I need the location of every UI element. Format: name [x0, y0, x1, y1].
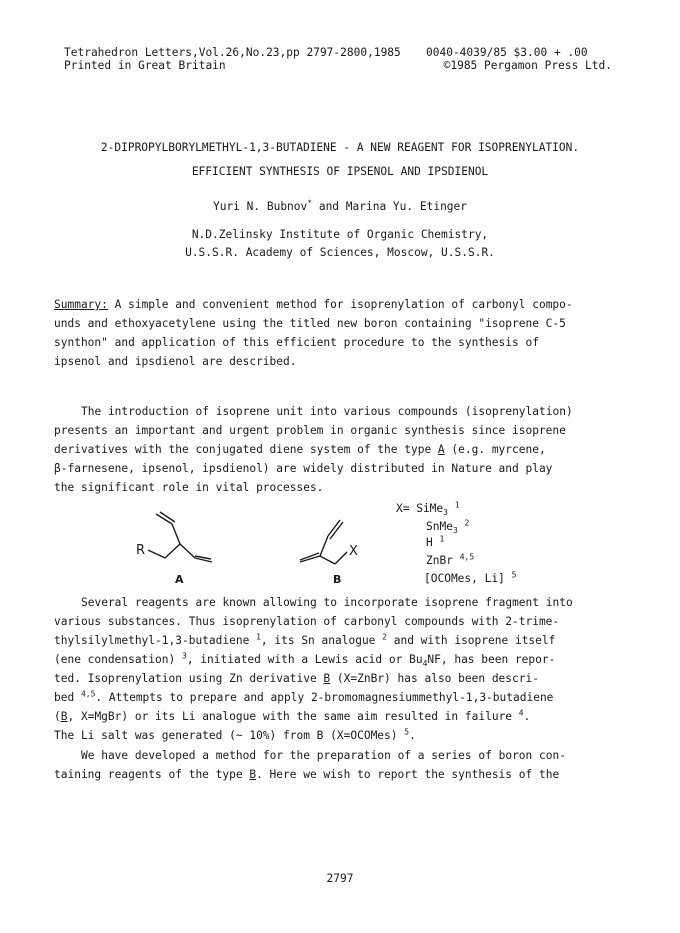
x-item-h: H $^1$ [426, 534, 445, 549]
author-etinger: and Marina Yu. Etinger [312, 200, 468, 213]
label-a: A [175, 573, 184, 586]
authors [0, 200, 680, 213]
label-b: B [333, 573, 342, 586]
paper-title-line2: EFFICIENT SYNTHESIS OF IPSENOL AND IPSDIENOL [191, 165, 489, 178]
journal-header-right [426, 46, 612, 72]
x-item-sime3: X= SiMe$_3$ $^1$ [396, 500, 460, 518]
copyright: ©1985 Pergamon Press Ltd. [443, 59, 612, 72]
structures-figure [0, 500, 680, 590]
paper-title-line1: 2-DIPROPYLBORYLMETHYL-1,3-BUTADIENE - A NEW REAGENT FOR ISOPRENYLATION. [100, 141, 580, 154]
page-number: 2797 [326, 872, 354, 885]
affiliation-line1: N.D.Zelinsky Institute of Organic Chemistry, [191, 228, 489, 241]
x-group: X [349, 544, 358, 559]
corresponding-star: * [307, 198, 313, 208]
summary-label: Summary: [54, 298, 108, 311]
x-item-znbr: ZnBr $^{4,5}$ [426, 552, 475, 567]
affiliation-line2: U.S.S.R. Academy of Sciences, Moscow, U.S.S.R. [185, 246, 495, 259]
journal-header-left [64, 46, 401, 72]
printed-in: Printed in Great Britain [64, 59, 226, 72]
r-group: R [136, 543, 146, 558]
structure-a [148, 512, 212, 562]
x-item-ocomes: [OCOMes, Li] $^5$ [424, 570, 517, 585]
structure-b [300, 520, 347, 564]
issn-price: 0040-4039/85 $3.00 + .00 [426, 46, 588, 59]
x-item-snme3: SnMe$_3$ $^2$ [426, 518, 470, 536]
author-bubnov: Yuri N. Bubnov [212, 200, 308, 213]
journal-citation: Tetrahedron Letters,Vol.26,No.23,pp 2797-2800,1985 [64, 46, 401, 59]
